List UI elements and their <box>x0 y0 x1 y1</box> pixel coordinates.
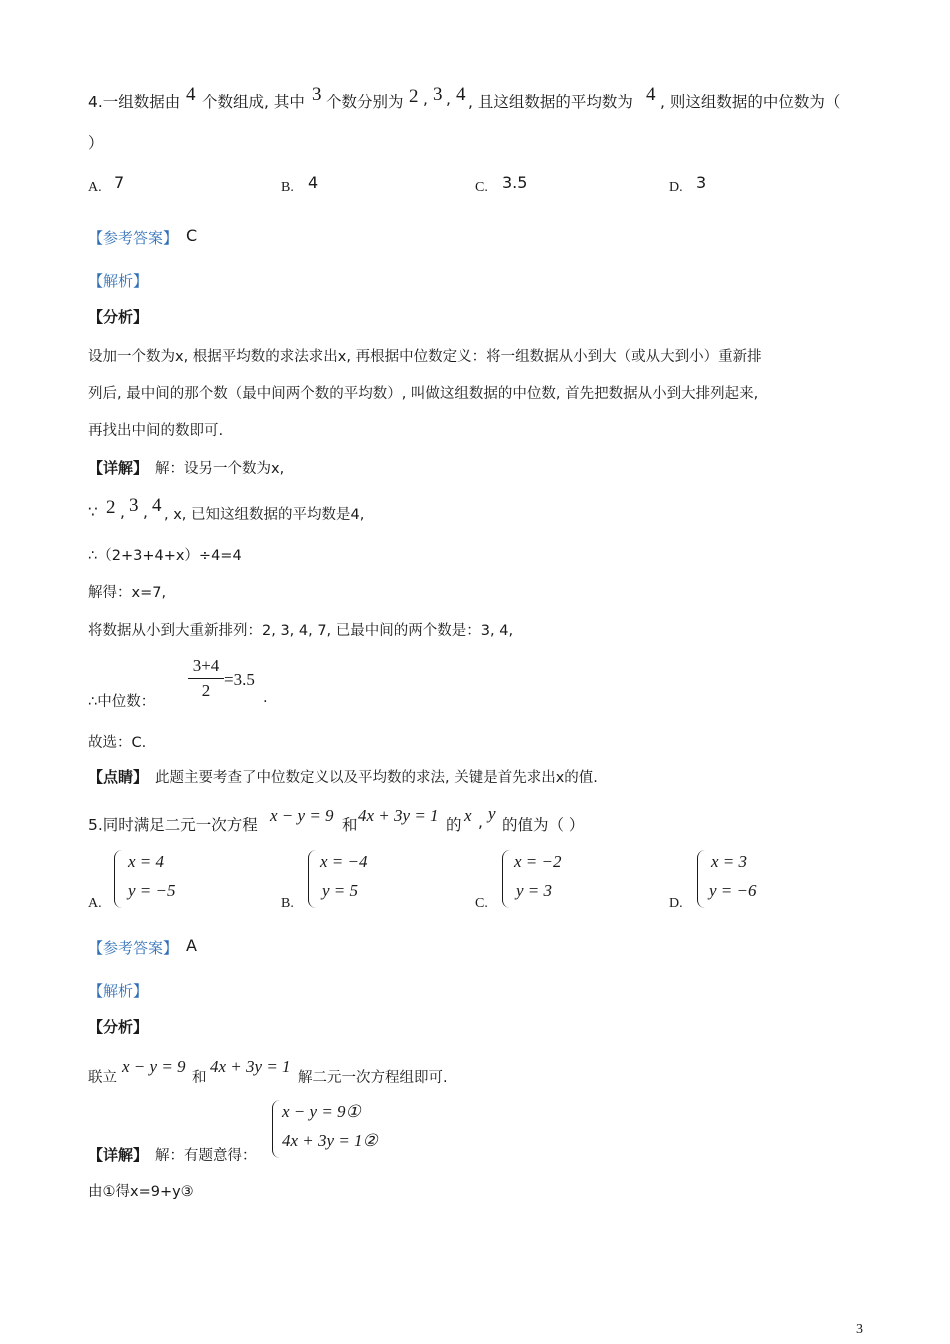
q5-comma: , <box>478 813 483 831</box>
q4-count3: 3 <box>312 84 322 105</box>
q5-var-y: y <box>488 804 496 823</box>
q5-answer-tag: 【参考答案】 <box>88 939 179 957</box>
option-value: 3 <box>696 173 707 192</box>
median-label: ∴中位数： <box>88 694 156 710</box>
because-c1: , <box>120 503 125 521</box>
system-row-2: y = 3 <box>516 881 553 900</box>
q4-v1: 2 <box>409 86 419 107</box>
option-label: D. <box>669 896 683 911</box>
page-number: 3 <box>856 1322 863 1337</box>
lianli-eq2: 4x + 3y = 1 <box>210 1057 291 1076</box>
q4-fenxi-line-1: 设加一个数为x, 根据平均数的求法求出x, 再根据中位数定义：将一组数据从小到大（或从大到小）重新排 <box>88 349 762 365</box>
left-brace <box>502 850 511 908</box>
option-value: 7 <box>114 173 125 192</box>
because-v1: 2 <box>106 497 116 518</box>
q4-c2: , <box>446 90 451 108</box>
fraction-numerator: 3+4 <box>192 656 220 675</box>
q4-fenxi-tag: 【分析】 <box>88 308 149 326</box>
lianli-and: 和 <box>192 1070 207 1086</box>
q4-sorted-line: 将数据从小到大重新排列：2, 3, 4, 7, 已最中间的两个数是：3, 4, <box>88 623 514 639</box>
q4-text4: , 则这组数据的中位数为（ <box>660 93 841 111</box>
q5-answer: A <box>186 936 197 955</box>
q4-solve-line: 解得：x=7, <box>88 585 167 601</box>
q4-count: 4 <box>186 84 196 105</box>
q4-mean: 4 <box>646 84 656 105</box>
median-period: . <box>263 690 268 706</box>
q4-close: ） <box>88 134 104 152</box>
q5-detail-text: 解：有题意得： <box>155 1148 257 1164</box>
lianli-eq1: x − y = 9 <box>122 1057 186 1076</box>
system-row-1: x = −2 <box>514 852 562 871</box>
system-row-2: y = −5 <box>128 881 176 900</box>
because-symbol: ∵ <box>88 503 98 521</box>
q5-intro: 5.同时满足二元一次方程 <box>88 816 258 834</box>
q4-fenxi-line-3: 再找出中间的数即可. <box>88 423 224 439</box>
q4-detail-tag: 【详解】 <box>88 459 149 477</box>
system-row-2: y = 5 <box>322 881 359 900</box>
because-c2: , <box>143 503 148 521</box>
q4-choose-line: 故选：C. <box>88 735 147 751</box>
system-row-2: y = −6 <box>709 881 757 900</box>
q5-analysis-tag: 【解析】 <box>88 982 149 1000</box>
q5-fenxi-tag: 【分析】 <box>88 1018 149 1036</box>
option-label: A. <box>88 180 102 195</box>
because-v3: 4 <box>152 495 162 516</box>
q5-eq2: 4x + 3y = 1 <box>358 806 439 825</box>
median-fraction <box>188 656 224 701</box>
system-row-1: x = −4 <box>320 852 368 871</box>
q4-therefore-line: ∴（2+3+4+x）÷4=4 <box>88 548 242 564</box>
q5-and: 和 <box>342 816 358 834</box>
option-value: 4 <box>308 173 319 192</box>
option-system <box>502 850 582 908</box>
q5-detail-tag: 【详解】 <box>88 1146 149 1164</box>
option-system <box>697 850 777 908</box>
option-system <box>114 850 194 908</box>
option-system <box>308 850 388 908</box>
q4-v3: 4 <box>456 84 466 105</box>
lianli-tail: 解二元一次方程组即可. <box>298 1070 448 1086</box>
q4-answer-tag: 【参考答案】 <box>88 229 179 247</box>
system-row-2: 4x + 3y = 1② <box>282 1131 378 1150</box>
fraction-denominator: 2 <box>201 681 211 700</box>
q4-text1: 个数组成, 其中 <box>202 93 305 111</box>
q4-fenxi-line-2: 列后, 最中间的那个数（最中间两个数的平均数）, 叫做这组数据的中位数, 首先把数据从小到大排列起来, <box>88 386 759 402</box>
q5-of: 的 <box>446 816 462 834</box>
q4-text2: 个数分别为 <box>326 93 404 111</box>
q4-intro: 4.一组数据由 <box>88 93 181 111</box>
q5-last-line: 由①得x=9+y③ <box>88 1184 194 1200</box>
left-brace <box>272 1100 281 1158</box>
option-label: A. <box>88 896 102 911</box>
system-row-1: x = 4 <box>128 852 165 871</box>
system-row-1: x − y = 9① <box>282 1102 361 1121</box>
option-label: C. <box>475 896 488 911</box>
option-label: B. <box>281 896 294 911</box>
median-result: =3.5 <box>224 670 255 689</box>
q4-analysis-tag: 【解析】 <box>88 272 149 290</box>
option-label: D. <box>669 180 683 195</box>
q5-eq1: x − y = 9 <box>270 806 334 825</box>
left-brace <box>114 850 123 908</box>
because-rest: , x, 已知这组数据的平均数是4, <box>164 507 365 523</box>
q4-c1: , <box>423 90 428 108</box>
q5-var-x: x <box>464 806 472 825</box>
q4-comment-tag: 【点睛】 <box>88 768 149 786</box>
option-value: 3.5 <box>502 173 528 192</box>
option-label: B. <box>281 180 294 195</box>
because-v2: 3 <box>129 495 139 516</box>
left-brace <box>697 850 706 908</box>
q4-text3: , 且这组数据的平均数为 <box>468 93 633 111</box>
system-row-1: x = 3 <box>711 852 748 871</box>
q4-answer: C <box>186 226 198 245</box>
fraction-bar <box>188 678 224 679</box>
option-label: C. <box>475 180 488 195</box>
q4-comment: 此题主要考查了中位数定义以及平均数的求法, 关键是首先求出x的值. <box>155 770 598 786</box>
left-brace <box>308 850 317 908</box>
q4-v2: 3 <box>433 84 443 105</box>
equation-system <box>272 1100 392 1158</box>
lianli-text: 联立 <box>88 1070 117 1086</box>
q5-tail: 的值为（ ） <box>502 816 585 834</box>
q4-detail-line-1: 解：设另一个数为x, <box>155 461 285 477</box>
